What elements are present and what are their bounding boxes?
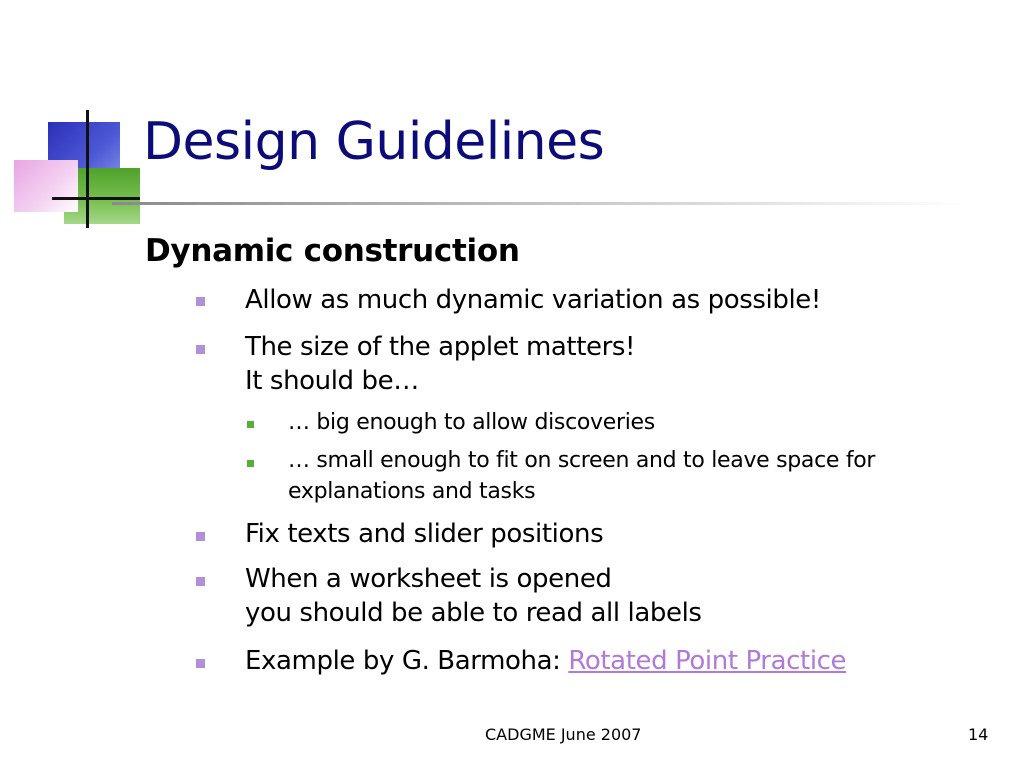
bullet-text: When a worksheet is opened <box>245 564 612 594</box>
bullet-marker <box>196 577 205 586</box>
sub-bullet-item <box>288 445 875 507</box>
sub-bullet-marker <box>247 460 254 467</box>
bullet-text: The size of the applet matters! <box>245 332 636 362</box>
logo-pink-square <box>14 160 78 212</box>
bullet-marker <box>196 345 205 354</box>
footer-text: CADGME June 2007 <box>485 725 642 744</box>
bullet-item <box>245 283 821 317</box>
bullet-marker <box>196 659 205 668</box>
logo-horizontal-line <box>52 197 140 200</box>
bullet-text: you should be able to read all labels <box>245 598 702 628</box>
bullet-marker <box>196 532 205 541</box>
rotated-point-practice-link[interactable]: Rotated Point Practice <box>568 646 847 676</box>
slide-title: Design Guidelines <box>143 112 605 172</box>
sub-bullet-text: … small enough to fit on screen and to leave space for <box>288 448 876 473</box>
sub-bullet-text: explanations and tasks <box>288 479 536 504</box>
section-heading: Dynamic construction <box>145 233 520 269</box>
bullet-text: Example by G. Barmoha: <box>245 646 569 676</box>
bullet-item <box>245 562 702 630</box>
page-number: 14 <box>968 725 989 744</box>
bullet-text: Fix texts and slider positions <box>245 519 604 549</box>
logo-vertical-line <box>86 110 89 228</box>
bullet-item <box>245 644 846 678</box>
bullet-text: It should be… <box>245 366 419 396</box>
sub-bullet-marker <box>247 421 254 428</box>
bullet-item <box>245 330 635 398</box>
sub-bullet-item <box>288 407 655 438</box>
bullet-marker <box>196 297 205 306</box>
bullet-item <box>245 517 603 551</box>
title-divider <box>112 202 972 205</box>
sub-bullet-text: … big enough to allow discoveries <box>288 410 655 435</box>
bullet-text: Allow as much dynamic variation as possible! <box>245 285 821 315</box>
